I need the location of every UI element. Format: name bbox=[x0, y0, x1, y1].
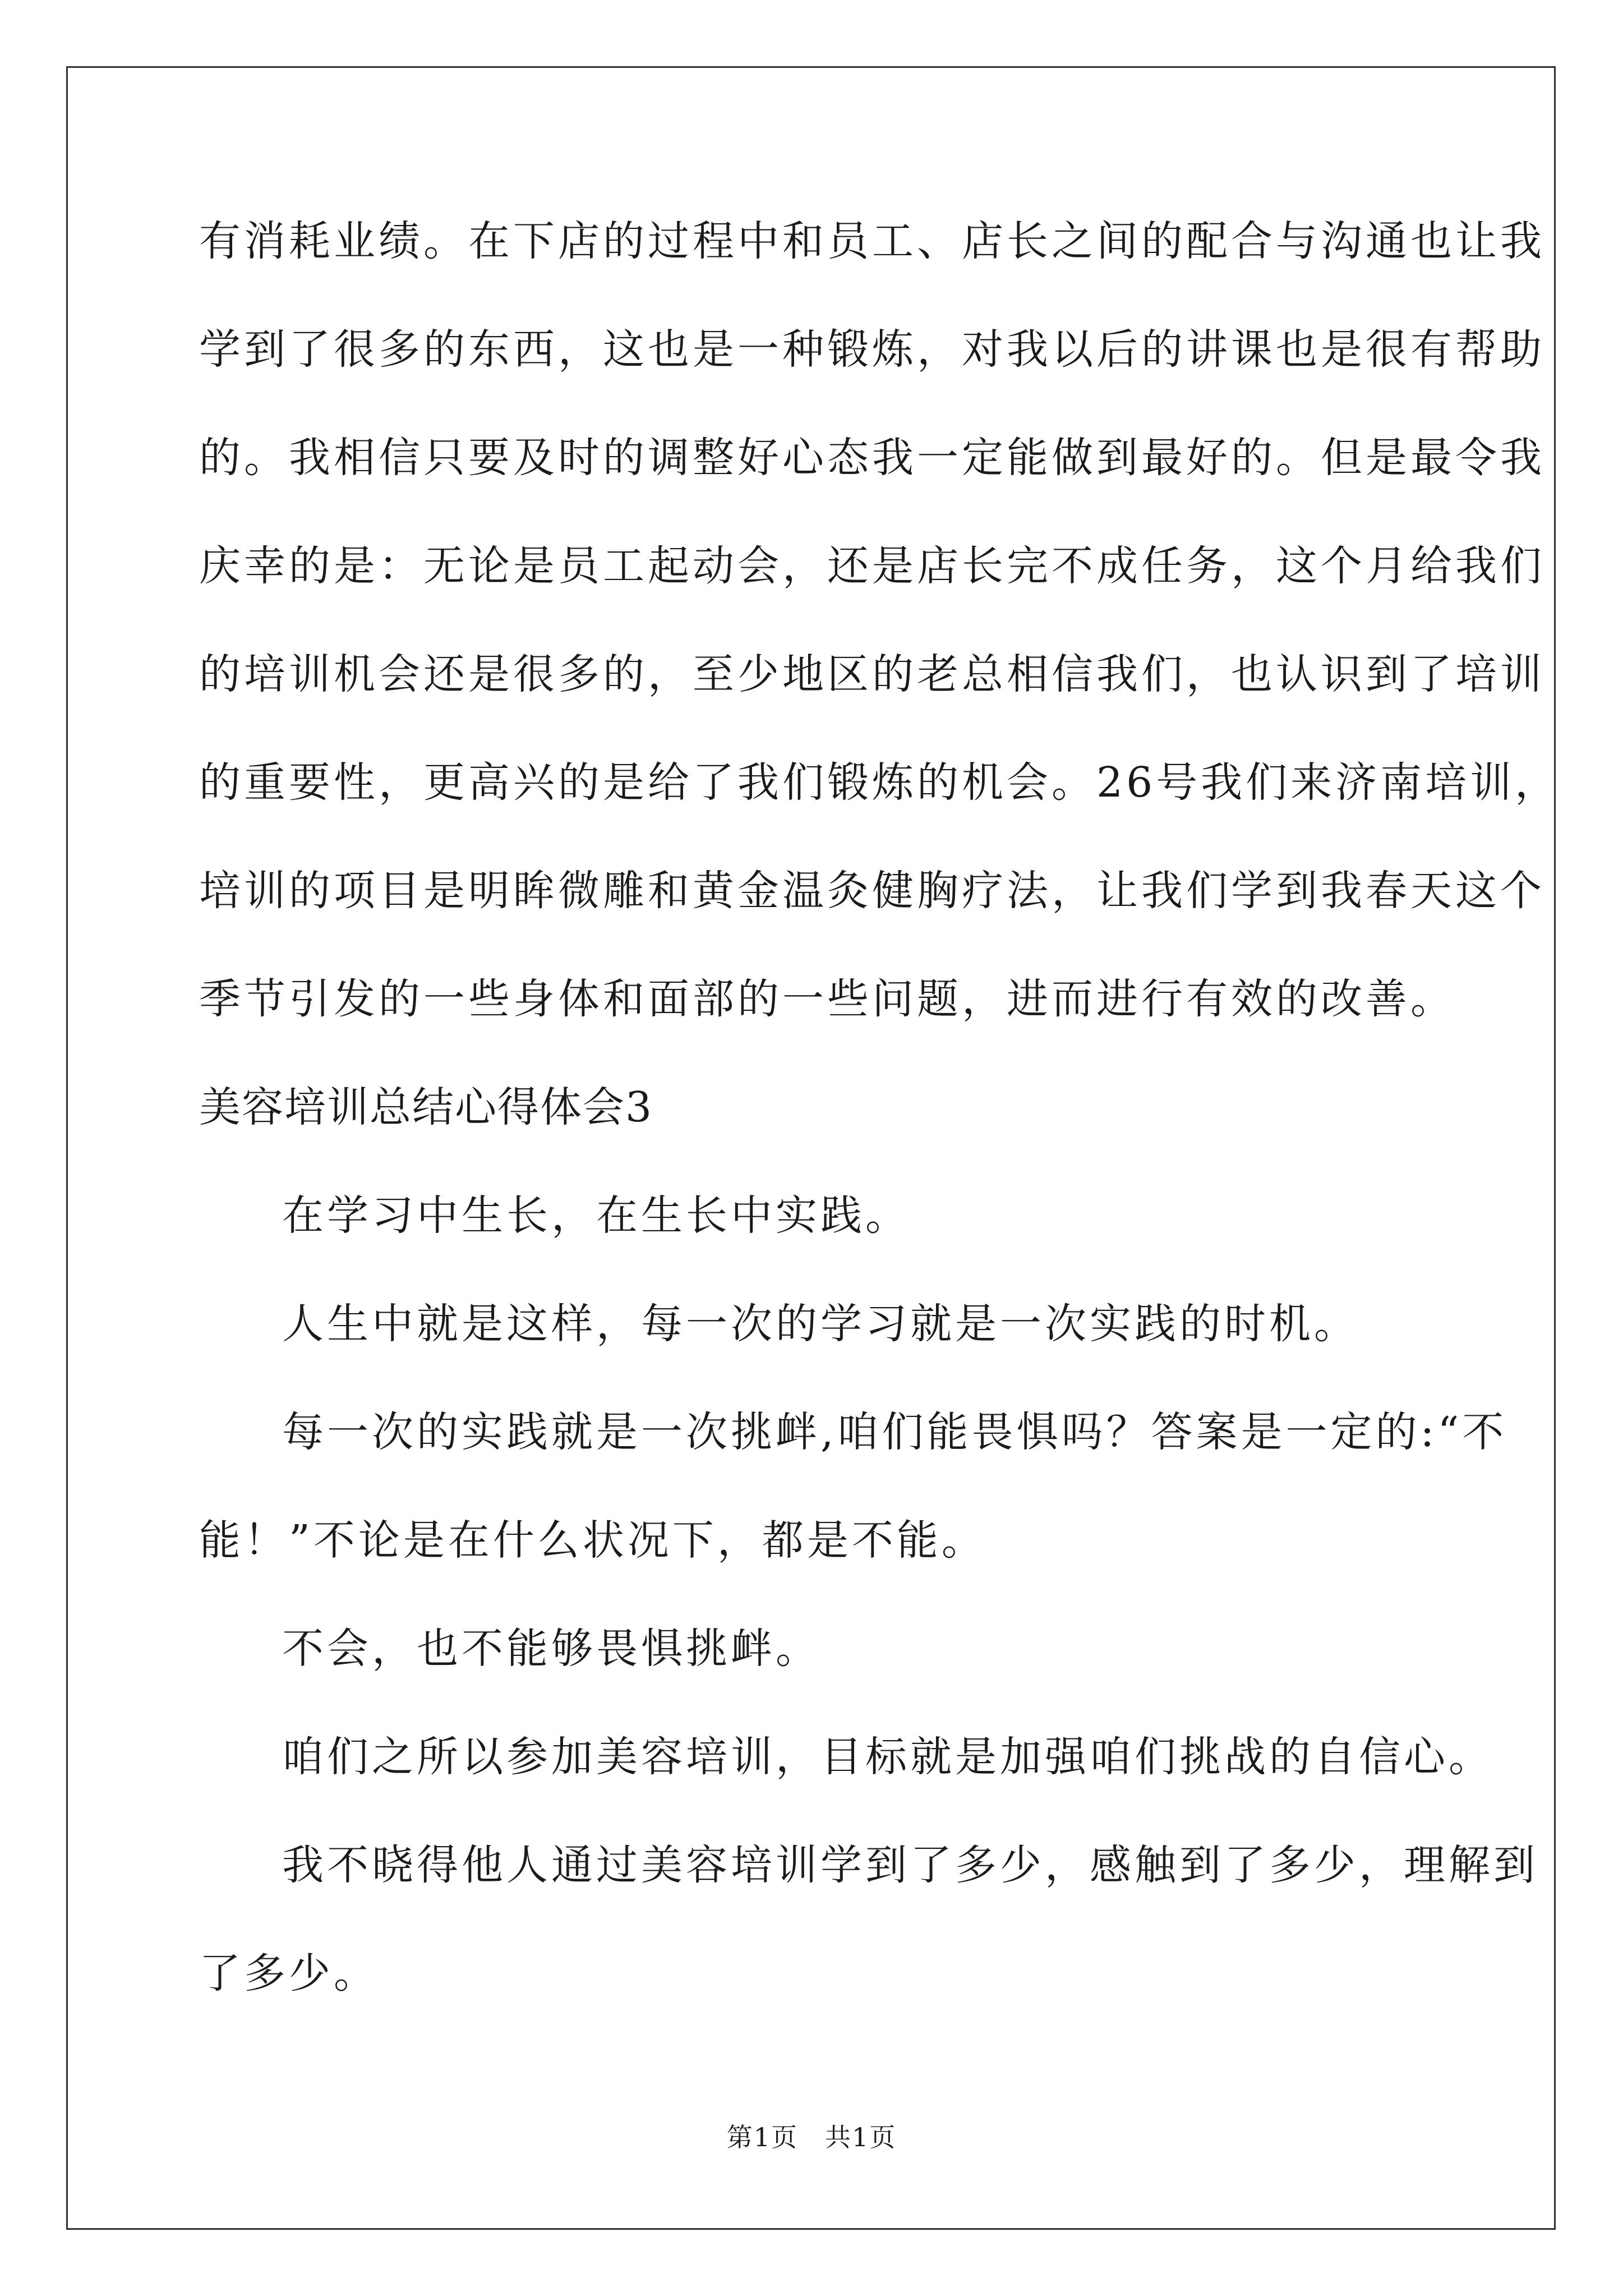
page-number-footer: 第1页 共1页 bbox=[726, 2122, 897, 2152]
text-line-17: 了多少。 bbox=[199, 1949, 379, 1998]
document-body bbox=[199, 213, 1560, 2054]
text-line-12: 每一次的实践就是一次挑衅,咱们能畏惧吗？答案是一定的:“不 bbox=[282, 1408, 1507, 1456]
section-heading: 美容培训总结心得体会3 bbox=[199, 1083, 653, 1131]
text-line-8: 季节引发的一些身体和面部的一些问题，进而进行有效的改善。 bbox=[199, 975, 1455, 1023]
text-line-1: 有消耗业绩。在下店的过程中和员工、店长之间的配合与沟通也让我 bbox=[199, 217, 1545, 265]
text-line-11: 人生中就是这样，每一次的学习就是一次实践的时机。 bbox=[282, 1300, 1359, 1348]
text-line-15: 咱们之所以参加美容培训，目标就是加强咱们挑战的自信心。 bbox=[282, 1733, 1493, 1781]
text-line-2: 学到了很多的东西，这也是一种锻炼，对我以后的讲课也是很有帮助 bbox=[199, 325, 1545, 374]
text-line-10: 在学习中生长，在生长中实践。 bbox=[282, 1191, 910, 1240]
text-line-4: 庆幸的是：无论是员工起动会，还是店长完不成任务，这个月给我们 bbox=[199, 542, 1545, 590]
text-line-14: 不会，也不能够畏惧挑衅。 bbox=[282, 1625, 820, 1673]
text-line-13: 能！”不论是在什么状况下，都是不能。 bbox=[199, 1516, 986, 1565]
text-line-5: 的培训机会还是很多的，至少地区的老总相信我们，也认识到了培训 bbox=[199, 650, 1545, 698]
text-line-3: 的。我相信只要及时的调整好心态我一定能做到最好的。但是最令我 bbox=[199, 434, 1545, 482]
text-line-16: 我不晓得他人通过美容培训学到了多少，感触到了多少，理解到 bbox=[282, 1841, 1538, 1889]
text-line-6: 的重要性，更高兴的是给了我们锻炼的机会。26号我们来济南培训， bbox=[199, 758, 1560, 807]
text-line-7: 培训的项目是明眸微雕和黄金温灸健胸疗法，让我们学到我春天这个 bbox=[199, 867, 1545, 915]
